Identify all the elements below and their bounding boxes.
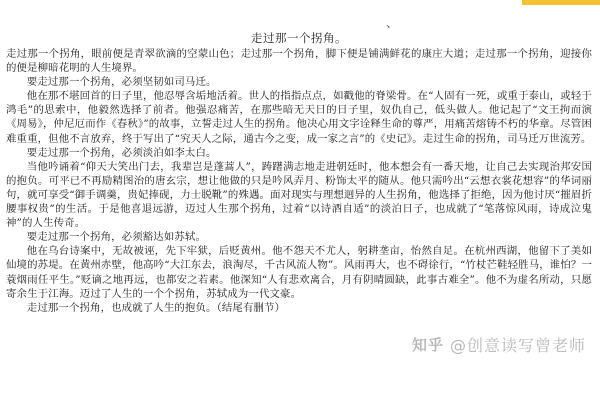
essay-document (6, 30, 592, 315)
paragraph-thesis-1: 要走过那一个拐角，必须坚韧如司马迁。 (26, 76, 217, 89)
paragraph-li-bai: 当他吟诵着“仰天大笑出门去，我辈岂是蓬蒿人”，踌躇满志地走进朝廷时，他本想会有一番天地，让自己去实现治邦安国的抱负。可平已不再励精图治的唐玄宗，想让他做的只是吟风弄月、粉饰太平的随从。他只需吟出“云想衣裳花想容”的华词丽句，就可享受“御手调羹，贵妃捧砚，力士脱靴”的殊遇。面对现实与理想迥异的人生拐角，他选择了拒绝，因为他讨厌“摧眉折腰事权贵”的生活。于是他喜退远游，迈过人生那个拐角，过着“以诗酒自适”的淡泊日子，也成就了“笔落惊风雨，诗成泣鬼神”的人生传奇。 (6, 160, 592, 230)
paragraph-conclusion: 走过那一个拐角，也成就了人生的抱负。（结尾有删节） (26, 301, 286, 314)
watermark-brand: 知乎 (411, 336, 444, 354)
paragraph-thesis-3: 要走过那一个拐角，必须豁达如苏轼。 (26, 231, 206, 244)
watermark-handle: @创意读写曾老师 (449, 336, 586, 355)
paragraph-intro: 走过那一个拐角，眼前便是青翠欲滴的空蒙山色；走过那一个拐角，脚下便是铺满鲜花的康庄大道；走过那一个拐角，迎接你的便是柳暗花明的人生境界。 (6, 48, 592, 75)
essay-title: 走过那一个拐角。 (251, 31, 347, 45)
top-accent-bar (522, 0, 600, 5)
corner-mark: 、 (386, 16, 399, 30)
paragraph-thesis-2: 要走过那一个拐角，必须淡泊如李太白。 (26, 146, 217, 159)
watermark (412, 333, 586, 356)
paragraph-su-shi: 他在乌台诗案中，无故被诬，先下牢狱，后贬黄州。他不怨天不尤人，躬耕垄亩，怡然自足。在杭州西湖，他留下了美如仙境的苏堤。在黄州赤壁，他高吟“大江东去，浪淘尽，千古风流人物”。风雨再大，也不碍徐行，“竹杖芒鞋轻胜马，谁怕？一蓑烟雨任平生。”贬谪之地再远，也都安之若素。他深知“人有悲欢离合，月有阴晴圆缺，此事古难全”。他不为虚名所动，只愿寄余生于江海。迈过了人生的一个个拐角，苏轼成为一代文豪。 (6, 245, 592, 300)
paragraph-sima-qian: 他在那不堪回首的日子里，他忍辱含垢地活着。世人的指指点点，如戳他的脊梁骨。在“人固有一死，或重于泰山，或轻于鸿毛”的思索中，他毅然选择了前者。他强忍痛苦，在那些暗无天日的日子里，奴仇自己，低头做人。他记起了“文王拘而演《周易》，仲尼厄而作《春秋》”的故事，立誓走过人生的拐角。他决心用文字诠释生命的尊严，用痛苦熔铸不朽的华章。尽管困难重重，但他不言放弃，终于写出了“究天人之际，通古今之变，成一家之言”的《史记》。走过生命的拐角，司马迁万世流芳。 (6, 90, 592, 145)
